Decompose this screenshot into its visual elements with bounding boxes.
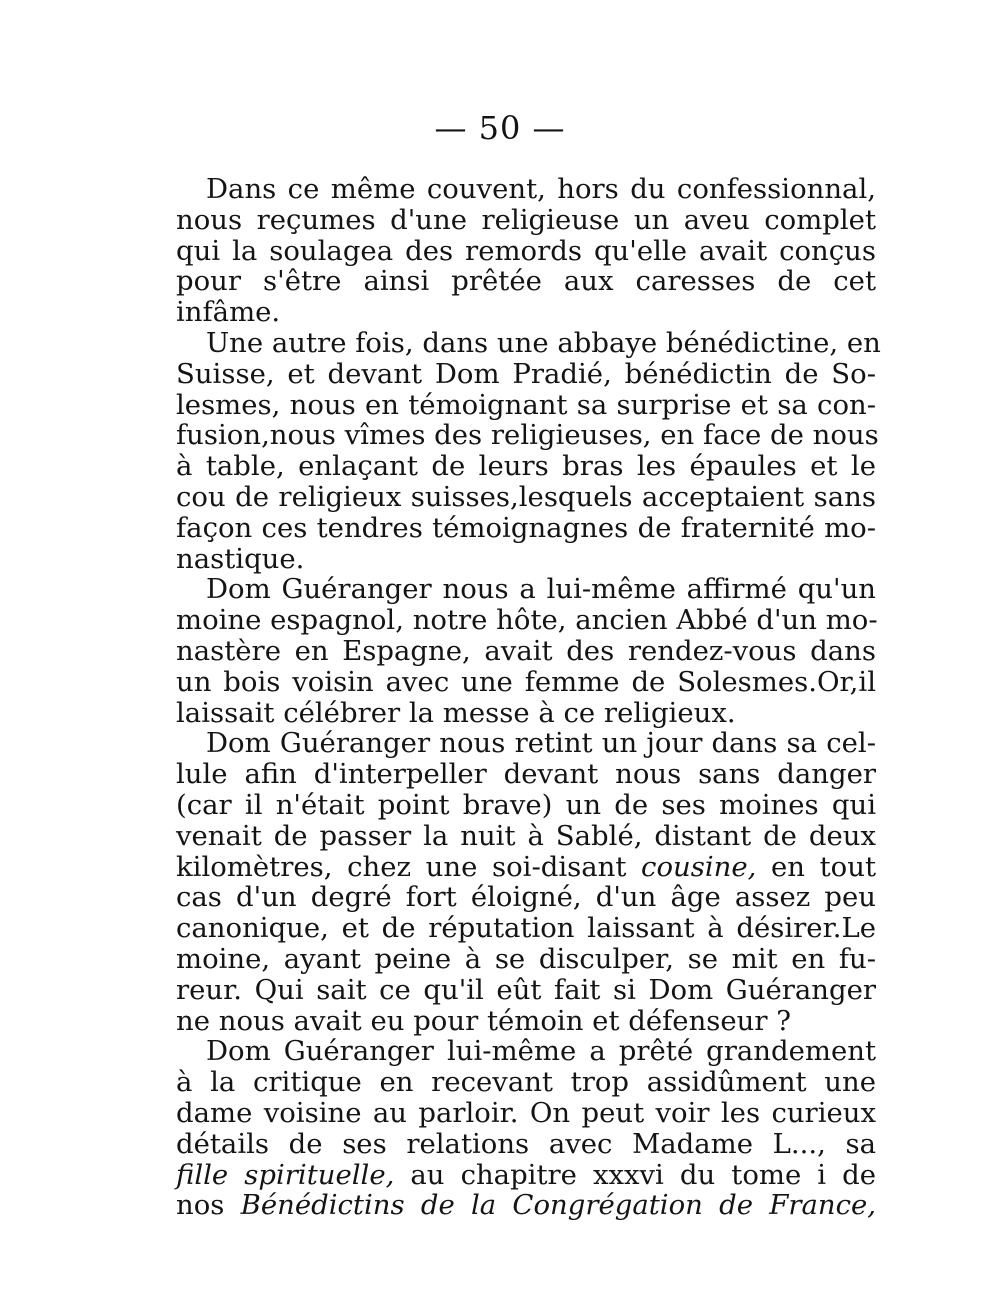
text-run: kilomètres, chez une soi-disant <box>176 850 642 883</box>
paragraph <box>176 574 876 728</box>
text-line: qui la soulagea des remords qu'elle avait conçus <box>176 234 876 267</box>
text-line: lule afin d'interpeller devant nous sans danger <box>176 758 876 791</box>
text-line: Une autre fois, dans une abbaye bénédictine, en <box>206 326 881 359</box>
text-run: en tout <box>756 850 876 883</box>
text-run: nos <box>176 1189 241 1222</box>
text-line: pour s'être ainsi prêtée aux caresses de cet <box>176 265 876 298</box>
page-number: — 50 — <box>434 109 566 147</box>
text-line: un bois voisin avec une femme de Solesmes.Or,il <box>176 665 876 698</box>
text-line: à la critique en recevant trop assidûment une <box>176 1066 876 1099</box>
text-line: ne nous avait eu pour témoin et défenseur ? <box>176 1004 792 1037</box>
text-line: moine espagnol, notre hôte, ancien Abbé d'un mo- <box>176 604 878 637</box>
text-line: cas d'un degré fort éloigné, d'un âge assez peu <box>176 881 876 914</box>
text-line: Dom Guéranger nous a lui-même affirmé qu'un <box>206 573 876 606</box>
text-line: laissait célébrer la messe à ce religieux. <box>176 696 736 729</box>
text-line: Dom Guéranger nous retint un jour dans sa cel- <box>206 727 876 760</box>
text-line: Dom Guéranger lui-même a prêté grandement <box>206 1035 876 1068</box>
text-line: nastère en Espagne, avait des rendez-vous dans <box>176 634 876 667</box>
italic-phrase: fille spirituelle, <box>176 1158 395 1191</box>
text-line: canonique, et de réputation laissant à désirer.Le <box>176 912 876 945</box>
text-line: moine, ayant peine à se disculper, se mit en fu- <box>176 942 876 975</box>
text-line: fusion,nous vîmes des religieuses, en face de nous <box>176 419 879 452</box>
italic-word: cousine, <box>641 850 757 883</box>
text-line: à table, enlaçant de leurs bras les épaules et le <box>176 450 876 483</box>
text-line: reur. Qui sait ce qu'il eût fait si Dom Guéranger <box>176 973 876 1006</box>
text-run: au chapitre xxxvi du tome i de <box>394 1158 876 1191</box>
text-line <box>176 1160 876 1191</box>
text-line: Dans ce même couvent, hors du confessionnal, <box>206 173 876 205</box>
text-line: nastique. <box>176 542 305 575</box>
text-line: nous reçumes d'une religieuse un aveu complet <box>176 203 876 236</box>
paragraph <box>176 1036 876 1221</box>
paragraph <box>176 326 881 575</box>
text-line: détails de ses relations avec Madame L..., sa <box>176 1127 876 1160</box>
text-line <box>176 852 876 883</box>
body-text <box>176 173 881 1222</box>
text-line: venait de passer la nuit à Sablé, distant de deux <box>176 819 876 852</box>
text-line: Suisse, et devant Dom Pradié, bénédictin de So- <box>176 357 876 390</box>
text-line: infâme. <box>176 296 281 329</box>
text-line <box>176 1190 876 1221</box>
text-line: dame voisine au parloir. On peut voir les curieux <box>176 1096 876 1129</box>
text-line: lesmes, nous en témoignant sa surprise et sa con- <box>176 388 876 421</box>
paragraph <box>176 728 876 1036</box>
italic-book-title: Bénédictins de la Congrégation de France, <box>240 1189 876 1222</box>
paragraph <box>176 174 876 328</box>
text-line: façon ces tendres témoignagnes de fraternité mo- <box>176 511 876 544</box>
text-line: (car il n'était point brave) un de ses moines qui <box>176 788 876 821</box>
text-line: cou de religieux suisses,lesquels acceptaient sans <box>176 480 876 513</box>
